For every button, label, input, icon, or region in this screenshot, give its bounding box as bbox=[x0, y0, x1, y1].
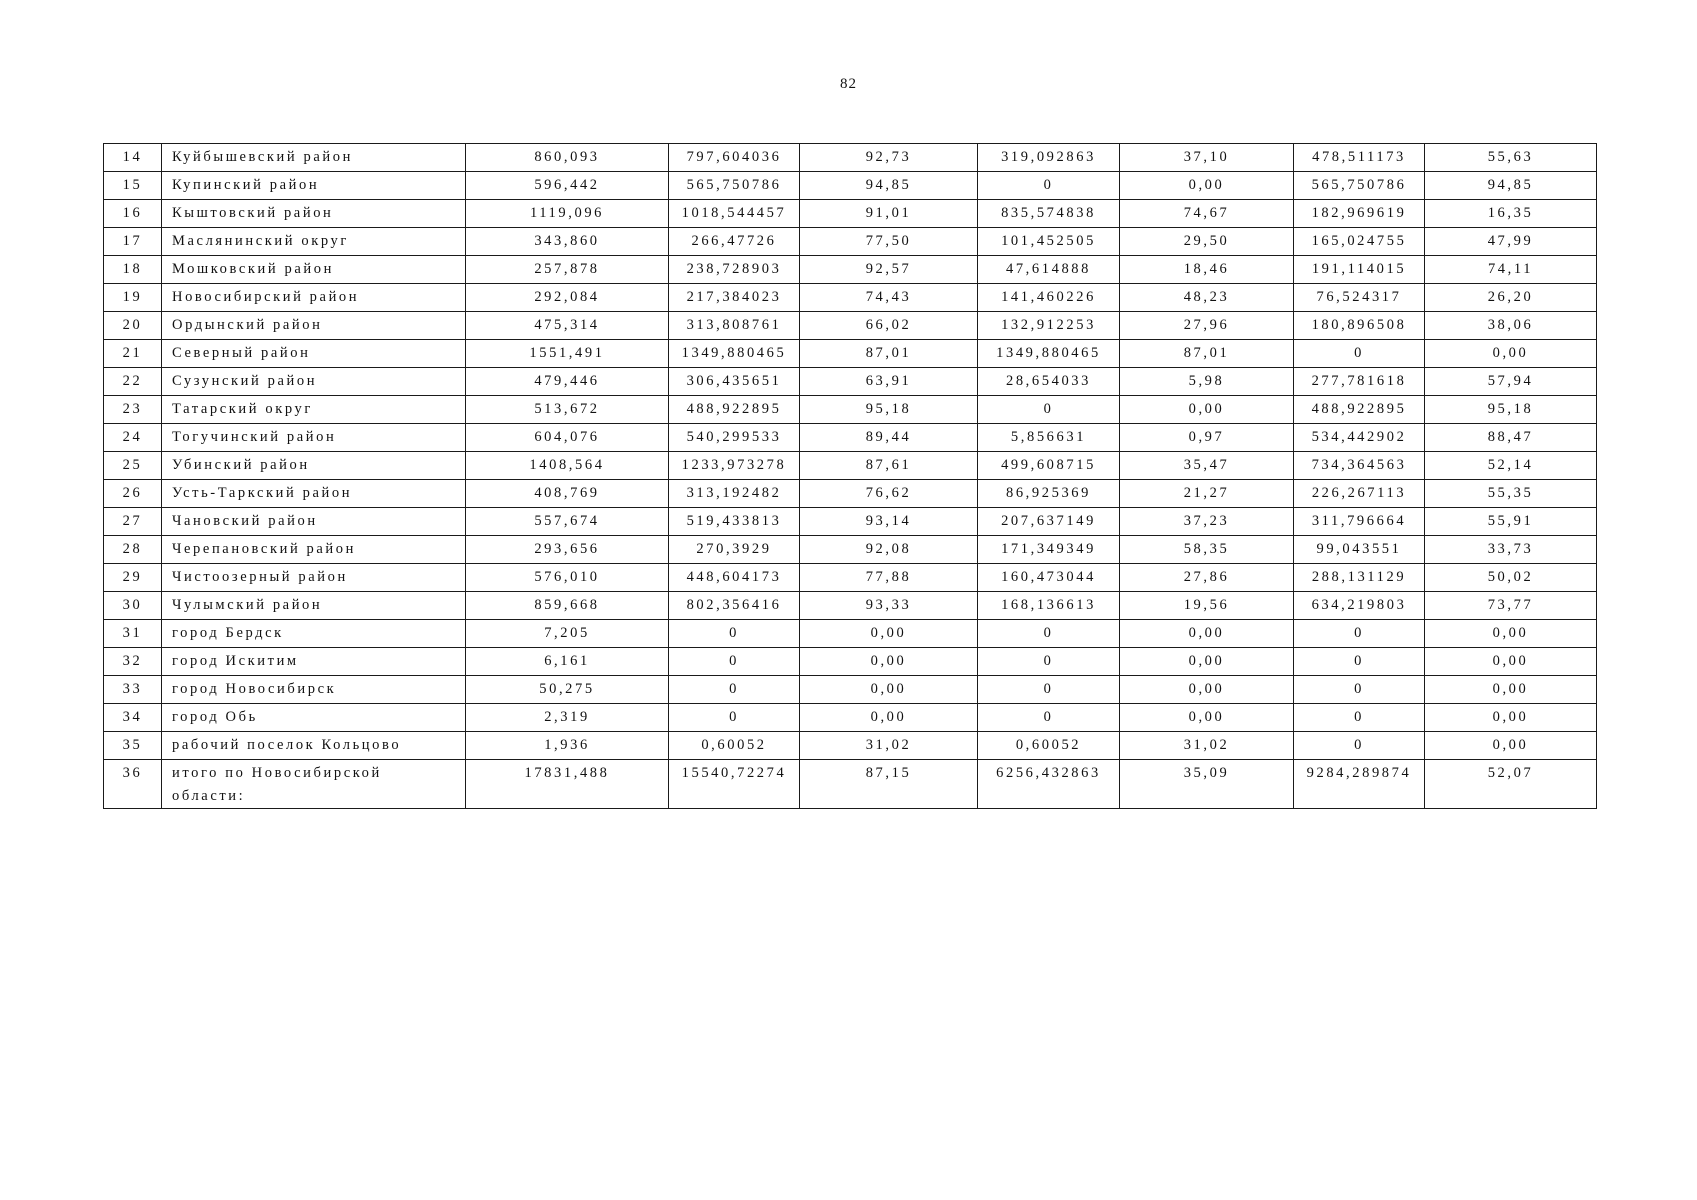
row-number-cell: 35 bbox=[104, 732, 162, 760]
table-row bbox=[104, 200, 1597, 228]
municipality-name-cell: Мошковский район bbox=[162, 256, 466, 284]
value-col-6-cell: 835,574838 bbox=[978, 200, 1120, 228]
value-col-6-cell: 160,473044 bbox=[978, 564, 1120, 592]
value-col-6-cell: 499,608715 bbox=[978, 452, 1120, 480]
percent-col-9-cell: 0,00 bbox=[1425, 676, 1597, 704]
percent-col-5-cell: 93,33 bbox=[800, 592, 978, 620]
row-number-cell: 21 bbox=[104, 340, 162, 368]
row-number-cell: 26 bbox=[104, 480, 162, 508]
value-col-6-cell: 132,912253 bbox=[978, 312, 1120, 340]
percent-col-5-cell: 66,02 bbox=[800, 312, 978, 340]
percent-col-5-cell: 0,00 bbox=[800, 676, 978, 704]
table-row bbox=[104, 396, 1597, 424]
percent-col-9-cell: 74,11 bbox=[1425, 256, 1597, 284]
value-col-8-cell: 288,131129 bbox=[1294, 564, 1425, 592]
value-col-6-cell: 101,452505 bbox=[978, 228, 1120, 256]
value-col-6-cell: 86,925369 bbox=[978, 480, 1120, 508]
page-number: 82 bbox=[840, 76, 857, 92]
value-col-3-cell: 859,668 bbox=[466, 592, 669, 620]
percent-col-5-cell: 31,02 bbox=[800, 732, 978, 760]
percent-col-9-cell: 55,35 bbox=[1425, 480, 1597, 508]
value-col-8-cell: 0 bbox=[1294, 340, 1425, 368]
value-col-4-cell: 488,922895 bbox=[669, 396, 800, 424]
value-col-3-cell: 17831,488 bbox=[466, 760, 669, 809]
percent-col-7-cell: 35,47 bbox=[1120, 452, 1294, 480]
value-col-4-cell: 1233,973278 bbox=[669, 452, 800, 480]
value-col-8-cell: 191,114015 bbox=[1294, 256, 1425, 284]
value-col-4-cell: 270,3929 bbox=[669, 536, 800, 564]
municipality-name-cell: Маслянинский округ bbox=[162, 228, 466, 256]
table-row bbox=[104, 340, 1597, 368]
value-col-4-cell: 306,435651 bbox=[669, 368, 800, 396]
percent-col-7-cell: 0,00 bbox=[1120, 396, 1294, 424]
value-col-3-cell: 557,674 bbox=[466, 508, 669, 536]
table-row bbox=[104, 424, 1597, 452]
percent-col-7-cell: 0,00 bbox=[1120, 648, 1294, 676]
value-col-8-cell: 565,750786 bbox=[1294, 172, 1425, 200]
value-col-8-cell: 180,896508 bbox=[1294, 312, 1425, 340]
value-col-3-cell: 343,860 bbox=[466, 228, 669, 256]
value-col-6-cell: 28,654033 bbox=[978, 368, 1120, 396]
percent-col-7-cell: 37,10 bbox=[1120, 144, 1294, 172]
municipality-name-cell: Чулымский район bbox=[162, 592, 466, 620]
percent-col-7-cell: 0,00 bbox=[1120, 704, 1294, 732]
municipality-name-cell: Тогучинский район bbox=[162, 424, 466, 452]
row-number-cell: 17 bbox=[104, 228, 162, 256]
municipality-name-cell: Северный район bbox=[162, 340, 466, 368]
value-col-3-cell: 1408,564 bbox=[466, 452, 669, 480]
table-row bbox=[104, 368, 1597, 396]
value-col-8-cell: 99,043551 bbox=[1294, 536, 1425, 564]
percent-col-9-cell: 26,20 bbox=[1425, 284, 1597, 312]
value-col-4-cell: 0 bbox=[669, 620, 800, 648]
value-col-8-cell: 226,267113 bbox=[1294, 480, 1425, 508]
percent-col-9-cell: 38,06 bbox=[1425, 312, 1597, 340]
percent-col-7-cell: 58,35 bbox=[1120, 536, 1294, 564]
percent-col-5-cell: 77,50 bbox=[800, 228, 978, 256]
value-col-3-cell: 576,010 bbox=[466, 564, 669, 592]
municipality-name-cell: Куйбышевский район bbox=[162, 144, 466, 172]
row-number-cell: 29 bbox=[104, 564, 162, 592]
value-col-6-cell: 207,637149 bbox=[978, 508, 1120, 536]
percent-col-5-cell: 92,08 bbox=[800, 536, 978, 564]
value-col-4-cell: 238,728903 bbox=[669, 256, 800, 284]
municipality-name-cell: итого по Новосибирской области: bbox=[162, 760, 466, 809]
percent-col-9-cell: 57,94 bbox=[1425, 368, 1597, 396]
value-col-8-cell: 277,781618 bbox=[1294, 368, 1425, 396]
value-col-4-cell: 1018,544457 bbox=[669, 200, 800, 228]
table-row bbox=[104, 704, 1597, 732]
budget-table bbox=[103, 143, 1597, 809]
value-col-3-cell: 513,672 bbox=[466, 396, 669, 424]
value-col-8-cell: 165,024755 bbox=[1294, 228, 1425, 256]
value-col-6-cell: 5,856631 bbox=[978, 424, 1120, 452]
table-row bbox=[104, 732, 1597, 760]
value-col-3-cell: 475,314 bbox=[466, 312, 669, 340]
value-col-4-cell: 565,750786 bbox=[669, 172, 800, 200]
value-col-4-cell: 0,60052 bbox=[669, 732, 800, 760]
percent-col-9-cell: 94,85 bbox=[1425, 172, 1597, 200]
row-number-cell: 30 bbox=[104, 592, 162, 620]
value-col-4-cell: 802,356416 bbox=[669, 592, 800, 620]
row-number-cell: 23 bbox=[104, 396, 162, 424]
municipality-name-cell: город Бердск bbox=[162, 620, 466, 648]
value-col-3-cell: 6,161 bbox=[466, 648, 669, 676]
percent-col-7-cell: 0,00 bbox=[1120, 620, 1294, 648]
value-col-8-cell: 311,796664 bbox=[1294, 508, 1425, 536]
municipality-name-cell: город Искитим bbox=[162, 648, 466, 676]
percent-col-5-cell: 0,00 bbox=[800, 704, 978, 732]
municipality-name-cell: Убинский район bbox=[162, 452, 466, 480]
percent-col-9-cell: 16,35 bbox=[1425, 200, 1597, 228]
value-col-8-cell: 634,219803 bbox=[1294, 592, 1425, 620]
value-col-3-cell: 596,442 bbox=[466, 172, 669, 200]
percent-col-9-cell: 95,18 bbox=[1425, 396, 1597, 424]
value-col-6-cell: 0 bbox=[978, 676, 1120, 704]
percent-col-9-cell: 0,00 bbox=[1425, 340, 1597, 368]
value-col-6-cell: 6256,432863 bbox=[978, 760, 1120, 809]
row-number-cell: 32 bbox=[104, 648, 162, 676]
row-number-cell: 36 bbox=[104, 760, 162, 809]
percent-col-5-cell: 0,00 bbox=[800, 648, 978, 676]
table-row bbox=[104, 508, 1597, 536]
table-row bbox=[104, 312, 1597, 340]
value-col-4-cell: 540,299533 bbox=[669, 424, 800, 452]
value-col-8-cell: 0 bbox=[1294, 620, 1425, 648]
percent-col-5-cell: 91,01 bbox=[800, 200, 978, 228]
percent-col-5-cell: 87,61 bbox=[800, 452, 978, 480]
table-row bbox=[104, 284, 1597, 312]
percent-col-7-cell: 87,01 bbox=[1120, 340, 1294, 368]
row-number-cell: 34 bbox=[104, 704, 162, 732]
row-number-cell: 19 bbox=[104, 284, 162, 312]
municipality-name-cell: Новосибирский район bbox=[162, 284, 466, 312]
percent-col-9-cell: 55,63 bbox=[1425, 144, 1597, 172]
value-col-6-cell: 0 bbox=[978, 704, 1120, 732]
table-row bbox=[104, 256, 1597, 284]
value-col-8-cell: 0 bbox=[1294, 704, 1425, 732]
value-col-6-cell: 0,60052 bbox=[978, 732, 1120, 760]
percent-col-5-cell: 95,18 bbox=[800, 396, 978, 424]
table-row bbox=[104, 536, 1597, 564]
percent-col-7-cell: 19,56 bbox=[1120, 592, 1294, 620]
row-number-cell: 15 bbox=[104, 172, 162, 200]
value-col-3-cell: 408,769 bbox=[466, 480, 669, 508]
value-col-4-cell: 519,433813 bbox=[669, 508, 800, 536]
value-col-3-cell: 479,446 bbox=[466, 368, 669, 396]
percent-col-7-cell: 27,86 bbox=[1120, 564, 1294, 592]
percent-col-7-cell: 21,27 bbox=[1120, 480, 1294, 508]
municipality-name-cell: Чистоозерный район bbox=[162, 564, 466, 592]
row-number-cell: 24 bbox=[104, 424, 162, 452]
value-col-3-cell: 1551,491 bbox=[466, 340, 669, 368]
municipality-name-cell: город Обь bbox=[162, 704, 466, 732]
row-number-cell: 18 bbox=[104, 256, 162, 284]
percent-col-9-cell: 0,00 bbox=[1425, 648, 1597, 676]
table-row bbox=[104, 760, 1597, 809]
percent-col-5-cell: 92,57 bbox=[800, 256, 978, 284]
table-row bbox=[104, 144, 1597, 172]
value-col-8-cell: 734,364563 bbox=[1294, 452, 1425, 480]
value-col-3-cell: 257,878 bbox=[466, 256, 669, 284]
value-col-3-cell: 860,093 bbox=[466, 144, 669, 172]
row-number-cell: 31 bbox=[104, 620, 162, 648]
value-col-3-cell: 50,275 bbox=[466, 676, 669, 704]
percent-col-7-cell: 0,97 bbox=[1120, 424, 1294, 452]
percent-col-9-cell: 52,14 bbox=[1425, 452, 1597, 480]
row-number-cell: 16 bbox=[104, 200, 162, 228]
value-col-4-cell: 313,808761 bbox=[669, 312, 800, 340]
value-col-3-cell: 7,205 bbox=[466, 620, 669, 648]
percent-col-7-cell: 0,00 bbox=[1120, 676, 1294, 704]
value-col-4-cell: 266,47726 bbox=[669, 228, 800, 256]
percent-col-7-cell: 31,02 bbox=[1120, 732, 1294, 760]
value-col-8-cell: 488,922895 bbox=[1294, 396, 1425, 424]
table-row bbox=[104, 564, 1597, 592]
percent-col-7-cell: 74,67 bbox=[1120, 200, 1294, 228]
row-number-cell: 28 bbox=[104, 536, 162, 564]
percent-col-5-cell: 87,01 bbox=[800, 340, 978, 368]
table-row bbox=[104, 480, 1597, 508]
value-col-4-cell: 0 bbox=[669, 704, 800, 732]
value-col-4-cell: 1349,880465 bbox=[669, 340, 800, 368]
table-row bbox=[104, 172, 1597, 200]
municipality-name-cell: Чановский район bbox=[162, 508, 466, 536]
value-col-6-cell: 141,460226 bbox=[978, 284, 1120, 312]
value-col-6-cell: 168,136613 bbox=[978, 592, 1120, 620]
percent-col-7-cell: 5,98 bbox=[1120, 368, 1294, 396]
percent-col-9-cell: 50,02 bbox=[1425, 564, 1597, 592]
value-col-6-cell: 0 bbox=[978, 396, 1120, 424]
value-col-8-cell: 478,511173 bbox=[1294, 144, 1425, 172]
percent-col-9-cell: 88,47 bbox=[1425, 424, 1597, 452]
percent-col-7-cell: 29,50 bbox=[1120, 228, 1294, 256]
table-row bbox=[104, 592, 1597, 620]
value-col-3-cell: 1,936 bbox=[466, 732, 669, 760]
value-col-6-cell: 1349,880465 bbox=[978, 340, 1120, 368]
table-row bbox=[104, 452, 1597, 480]
row-number-cell: 14 bbox=[104, 144, 162, 172]
percent-col-7-cell: 0,00 bbox=[1120, 172, 1294, 200]
municipality-name-cell: Черепановский район bbox=[162, 536, 466, 564]
row-number-cell: 27 bbox=[104, 508, 162, 536]
municipality-name-cell: рабочий поселок Кольцово bbox=[162, 732, 466, 760]
table-row bbox=[104, 648, 1597, 676]
municipality-name-cell: Усть-Таркский район bbox=[162, 480, 466, 508]
value-col-8-cell: 534,442902 bbox=[1294, 424, 1425, 452]
percent-col-5-cell: 74,43 bbox=[800, 284, 978, 312]
value-col-6-cell: 0 bbox=[978, 172, 1120, 200]
value-col-6-cell: 319,092863 bbox=[978, 144, 1120, 172]
municipality-name-cell: город Новосибирск bbox=[162, 676, 466, 704]
percent-col-5-cell: 63,91 bbox=[800, 368, 978, 396]
value-col-4-cell: 217,384023 bbox=[669, 284, 800, 312]
value-col-3-cell: 293,656 bbox=[466, 536, 669, 564]
value-col-4-cell: 15540,72274 bbox=[669, 760, 800, 809]
percent-col-5-cell: 87,15 bbox=[800, 760, 978, 809]
value-col-4-cell: 313,192482 bbox=[669, 480, 800, 508]
percent-col-5-cell: 93,14 bbox=[800, 508, 978, 536]
value-col-8-cell: 0 bbox=[1294, 648, 1425, 676]
value-col-4-cell: 448,604173 bbox=[669, 564, 800, 592]
table-body bbox=[104, 144, 1597, 809]
value-col-3-cell: 292,084 bbox=[466, 284, 669, 312]
percent-col-5-cell: 89,44 bbox=[800, 424, 978, 452]
municipality-name-cell: Ордынский район bbox=[162, 312, 466, 340]
percent-col-7-cell: 18,46 bbox=[1120, 256, 1294, 284]
row-number-cell: 22 bbox=[104, 368, 162, 396]
percent-col-7-cell: 48,23 bbox=[1120, 284, 1294, 312]
value-col-8-cell: 0 bbox=[1294, 676, 1425, 704]
percent-col-9-cell: 0,00 bbox=[1425, 732, 1597, 760]
percent-col-9-cell: 47,99 bbox=[1425, 228, 1597, 256]
percent-col-9-cell: 52,07 bbox=[1425, 760, 1597, 809]
percent-col-9-cell: 55,91 bbox=[1425, 508, 1597, 536]
value-col-3-cell: 604,076 bbox=[466, 424, 669, 452]
value-col-6-cell: 0 bbox=[978, 620, 1120, 648]
percent-col-7-cell: 35,09 bbox=[1120, 760, 1294, 809]
value-col-3-cell: 2,319 bbox=[466, 704, 669, 732]
municipality-name-cell: Кыштовский район bbox=[162, 200, 466, 228]
table-row bbox=[104, 228, 1597, 256]
value-col-3-cell: 1119,096 bbox=[466, 200, 669, 228]
percent-col-9-cell: 0,00 bbox=[1425, 704, 1597, 732]
percent-col-5-cell: 77,88 bbox=[800, 564, 978, 592]
value-col-6-cell: 0 bbox=[978, 648, 1120, 676]
municipality-name-cell: Сузунский район bbox=[162, 368, 466, 396]
municipality-name-cell: Купинский район bbox=[162, 172, 466, 200]
percent-col-5-cell: 76,62 bbox=[800, 480, 978, 508]
percent-col-9-cell: 33,73 bbox=[1425, 536, 1597, 564]
percent-col-5-cell: 92,73 bbox=[800, 144, 978, 172]
table-row bbox=[104, 676, 1597, 704]
percent-col-5-cell: 94,85 bbox=[800, 172, 978, 200]
table-row bbox=[104, 620, 1597, 648]
percent-col-7-cell: 27,96 bbox=[1120, 312, 1294, 340]
value-col-4-cell: 797,604036 bbox=[669, 144, 800, 172]
row-number-cell: 33 bbox=[104, 676, 162, 704]
percent-col-9-cell: 73,77 bbox=[1425, 592, 1597, 620]
value-col-8-cell: 76,524317 bbox=[1294, 284, 1425, 312]
value-col-4-cell: 0 bbox=[669, 648, 800, 676]
value-col-4-cell: 0 bbox=[669, 676, 800, 704]
value-col-8-cell: 9284,289874 bbox=[1294, 760, 1425, 809]
percent-col-7-cell: 37,23 bbox=[1120, 508, 1294, 536]
percent-col-5-cell: 0,00 bbox=[800, 620, 978, 648]
row-number-cell: 25 bbox=[104, 452, 162, 480]
value-col-8-cell: 0 bbox=[1294, 732, 1425, 760]
municipality-name-cell: Татарский округ bbox=[162, 396, 466, 424]
row-number-cell: 20 bbox=[104, 312, 162, 340]
percent-col-9-cell: 0,00 bbox=[1425, 620, 1597, 648]
value-col-8-cell: 182,969619 bbox=[1294, 200, 1425, 228]
value-col-6-cell: 171,349349 bbox=[978, 536, 1120, 564]
value-col-6-cell: 47,614888 bbox=[978, 256, 1120, 284]
